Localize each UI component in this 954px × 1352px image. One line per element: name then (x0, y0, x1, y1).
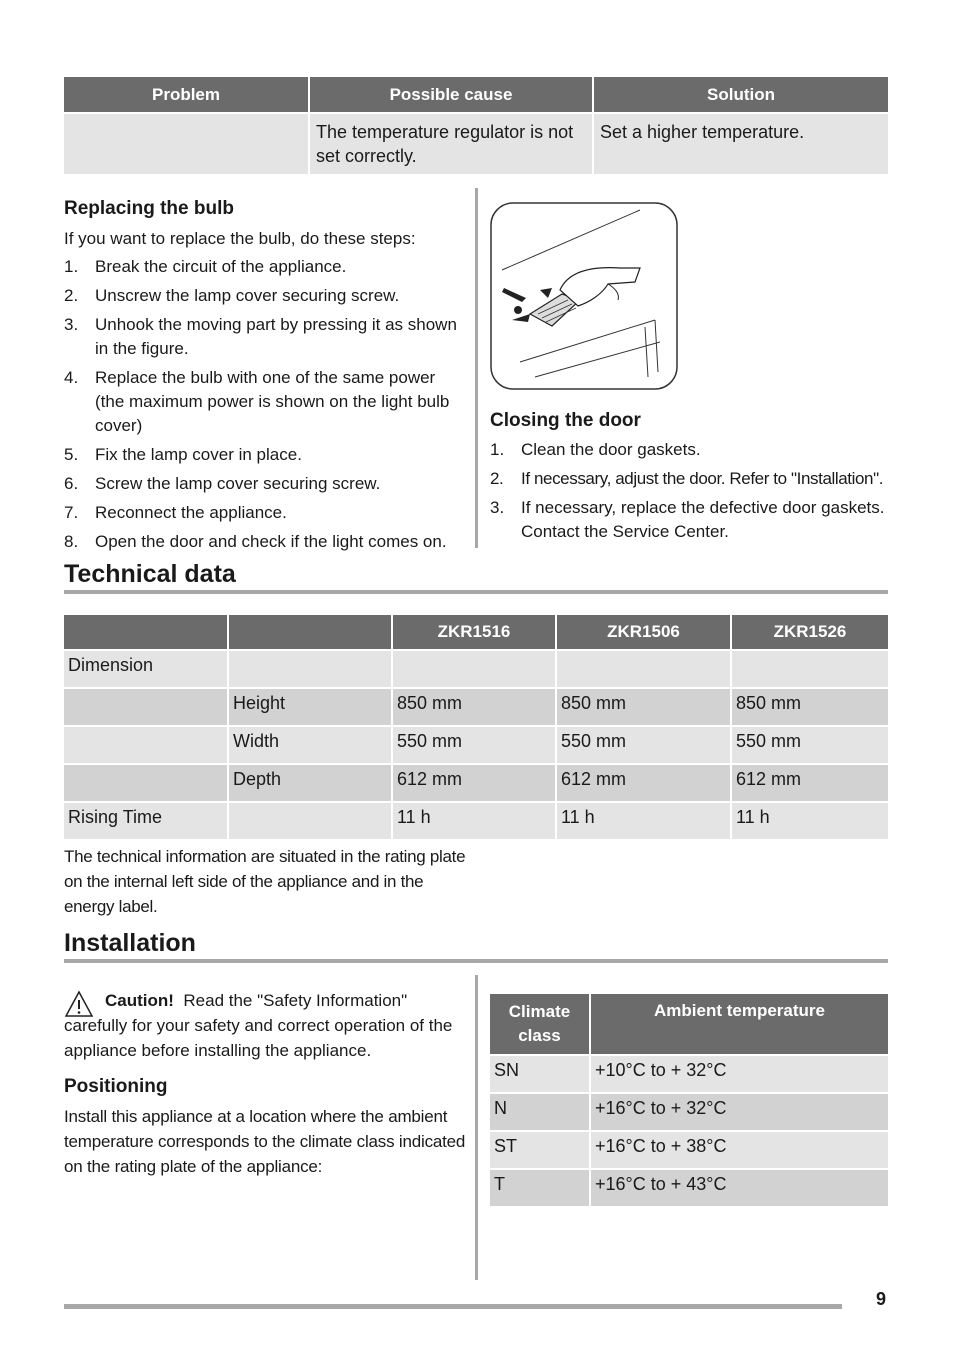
table-cell: 850 mm (393, 689, 555, 725)
caution-label: Caution! (105, 991, 174, 1010)
table-row (64, 803, 888, 839)
step-number: 6. (64, 474, 79, 493)
closing-door-section (490, 410, 890, 549)
caution-paragraph (64, 988, 466, 1063)
table-row (490, 1170, 888, 1206)
table-cell (229, 803, 391, 839)
technical-data-table (62, 613, 890, 841)
table-cell: +16°C to + 43°C (591, 1170, 888, 1206)
table-row (490, 1056, 888, 1092)
section-heading: Closing the door (490, 410, 641, 431)
section-heading: Positioning (64, 1076, 168, 1097)
step-text: Open the door and check if the light comes on. (95, 532, 447, 551)
warning-icon (64, 990, 94, 1023)
table-cell (229, 651, 391, 687)
table-row (64, 651, 888, 687)
step-text: If necessary, adjust the door. Refer to "Installation". (521, 469, 884, 488)
positioning-section (64, 1076, 466, 1179)
table-row (64, 727, 888, 763)
list-item (64, 443, 466, 467)
lamp-cover-illustration-svg (490, 202, 678, 390)
table-header-row (64, 77, 888, 112)
table-cell: 11 h (732, 803, 888, 839)
list-item (64, 501, 466, 525)
step-text: If necessary, replace the defective door gaskets. Contact the Service Center. (521, 498, 885, 541)
section-heading: Replacing the bulb (64, 198, 234, 219)
column-divider (475, 188, 478, 548)
positioning-text: Install this appliance at a location where the ambient temperature corresponds to the climate class indicated on the rating plate of the appliance: (64, 1107, 466, 1176)
bulb-steps-list (64, 255, 466, 554)
list-item (64, 530, 466, 554)
list-item (64, 255, 466, 279)
step-text: Fix the lamp cover in place. (95, 445, 302, 464)
table-cell: +10°C to + 32°C (591, 1056, 888, 1092)
caution-text: Read the "Safety Information" carefully for your safety and correct operation of the appliance before installing the appliance. (64, 991, 453, 1060)
table-cell: Rising Time (64, 803, 227, 839)
table-cell: Depth (229, 765, 391, 801)
section-rule (64, 959, 888, 963)
table-row (64, 765, 888, 801)
step-number: 1. (64, 257, 79, 276)
step-number: 5. (64, 445, 79, 464)
table-cell (393, 651, 555, 687)
step-number: 2. (64, 286, 79, 305)
table-header: Ambient temperature (591, 994, 888, 1054)
table-row (490, 1094, 888, 1130)
table-header-row (64, 615, 888, 649)
table-cell: +16°C to + 32°C (591, 1094, 888, 1130)
step-text: Break the circuit of the appliance. (95, 257, 347, 276)
table-header (229, 615, 391, 649)
step-number: 2. (490, 469, 504, 488)
page-number: 9 (876, 1289, 887, 1309)
table-cell: 550 mm (732, 727, 888, 763)
table-cell: SN (490, 1056, 589, 1092)
table-cell: 550 mm (393, 727, 555, 763)
column-divider (475, 975, 478, 1280)
list-item (490, 467, 890, 491)
replacing-bulb-section (64, 198, 466, 559)
table-header: ZKR1506 (557, 615, 730, 649)
table-cell (64, 689, 227, 725)
table-cell: Height (229, 689, 391, 725)
table-row (64, 114, 888, 174)
step-text: Replace the bulb with one of the same power (the maximum power is shown on the light bulb cover) (95, 368, 450, 435)
technical-data-heading: Technical data (64, 560, 236, 588)
table-header: Climate class (490, 994, 589, 1054)
table-cell: T (490, 1170, 589, 1206)
list-item (490, 496, 890, 544)
list-item (490, 438, 890, 462)
table-header: ZKR1516 (393, 615, 555, 649)
table-cell: 612 mm (732, 765, 888, 801)
table-row (490, 1132, 888, 1168)
step-number: 4. (64, 368, 79, 387)
table-header (64, 615, 227, 649)
table-cell: Dimension (64, 651, 227, 687)
table-cell: 850 mm (557, 689, 730, 725)
table-header: Problem (64, 77, 308, 112)
table-cell (64, 765, 227, 801)
table-cell (64, 114, 308, 174)
climate-class-table (488, 992, 890, 1208)
table-header-row (490, 994, 888, 1054)
step-number: 8. (64, 532, 79, 551)
list-item (64, 284, 466, 308)
intro-text: If you want to replace the bulb, do these steps: (64, 229, 416, 248)
section-rule (64, 590, 888, 594)
table-cell: The temperature regulator is not set correctly. (310, 114, 592, 174)
table-cell (64, 727, 227, 763)
caution-block (64, 988, 466, 1063)
table-cell (557, 651, 730, 687)
step-text: Unhook the moving part by pressing it as shown in the figure. (95, 315, 457, 358)
door-steps-list (490, 438, 890, 544)
table-cell: Width (229, 727, 391, 763)
table-row (64, 689, 888, 725)
step-text: Reconnect the appliance. (95, 503, 287, 522)
step-text: Unscrew the lamp cover securing screw. (95, 286, 400, 305)
list-item (64, 313, 466, 361)
step-text: Clean the door gaskets. (521, 440, 701, 459)
step-number: 3. (64, 315, 79, 334)
lamp-cover-illustration (490, 202, 678, 390)
troubleshooting-table (62, 75, 890, 176)
table-cell: Set a higher temperature. (594, 114, 888, 174)
table-cell: 612 mm (557, 765, 730, 801)
table-cell: 612 mm (393, 765, 555, 801)
table-cell: ST (490, 1132, 589, 1168)
list-item (64, 366, 466, 438)
footer-rule (64, 1304, 842, 1309)
table-header: Possible cause (310, 77, 592, 112)
table-cell: N (490, 1094, 589, 1130)
technical-note: The technical information are situated in the rating plate on the internal left side of the appliance and in the energy label. (64, 847, 466, 916)
table-cell: +16°C to + 38°C (591, 1132, 888, 1168)
table-cell: 850 mm (732, 689, 888, 725)
list-item (64, 472, 466, 496)
table-header: Solution (594, 77, 888, 112)
table-header: ZKR1526 (732, 615, 888, 649)
installation-heading: Installation (64, 929, 196, 957)
step-number: 3. (490, 498, 505, 517)
table-cell: 11 h (557, 803, 730, 839)
table-cell (732, 651, 888, 687)
table-cell: 550 mm (557, 727, 730, 763)
table-cell: 11 h (393, 803, 555, 839)
step-number: 1. (490, 440, 505, 459)
step-number: 7. (64, 503, 79, 522)
step-text: Screw the lamp cover securing screw. (95, 474, 381, 493)
